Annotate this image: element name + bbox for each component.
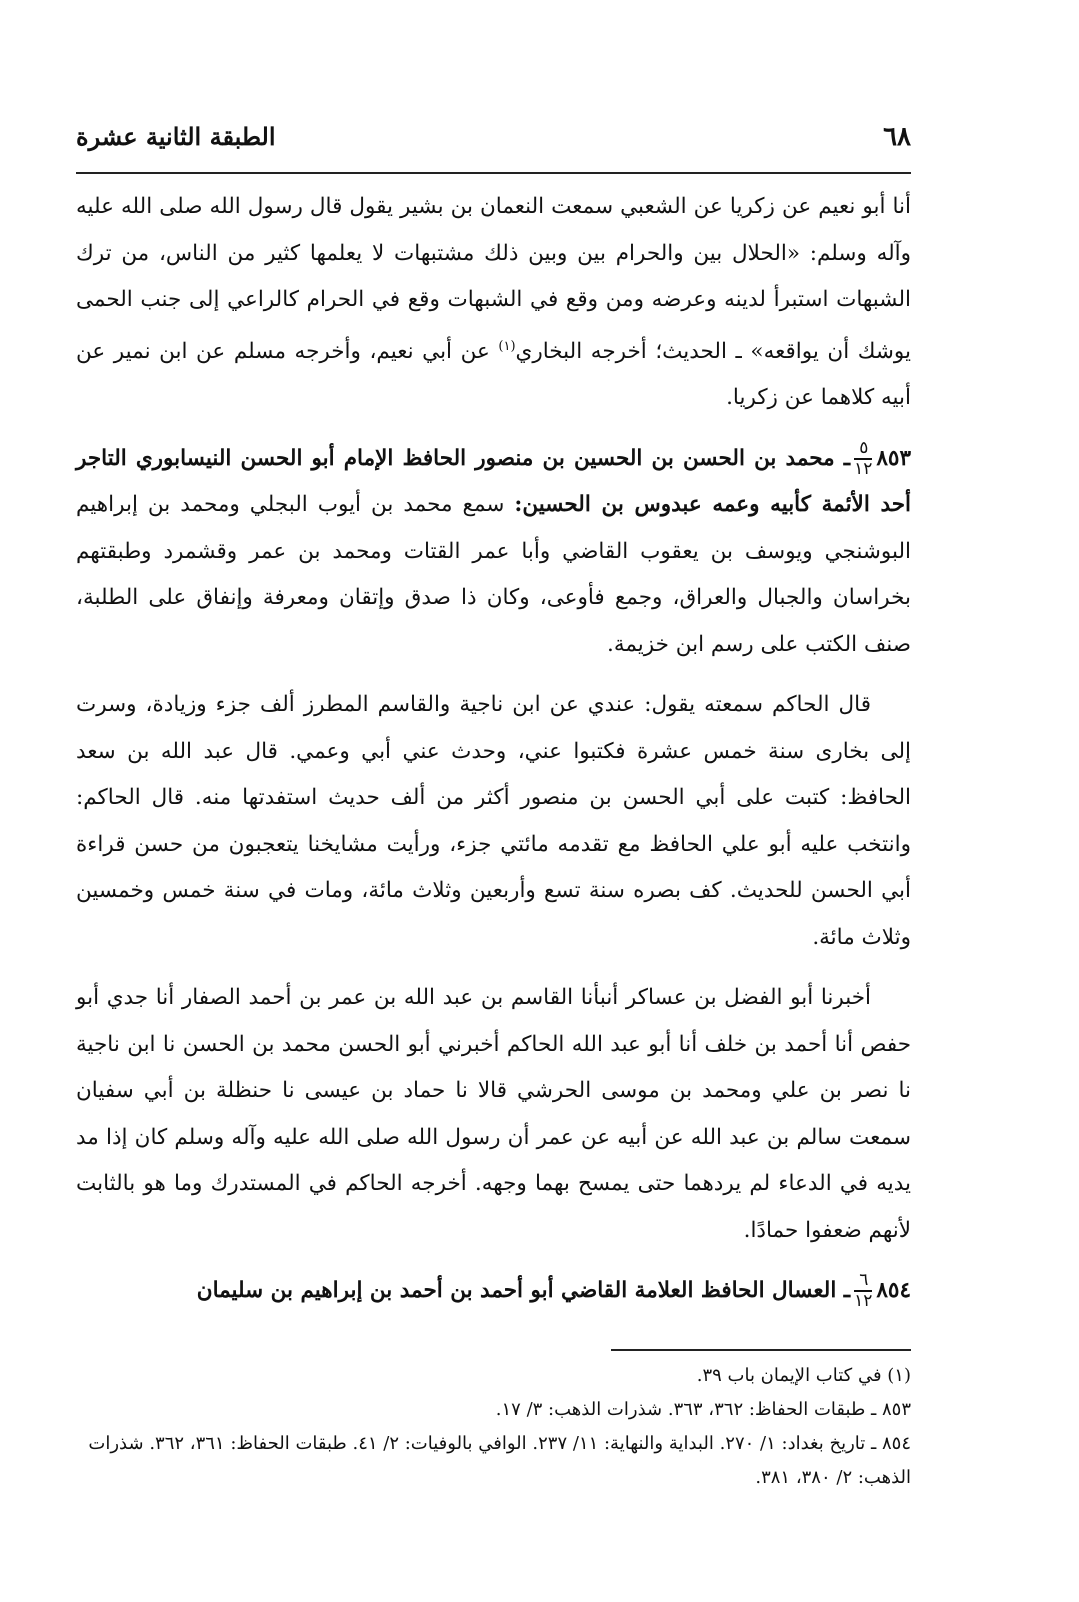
footnote-853: ٨٥٣ ـ طبقات الحفاظ: ٣٦٢، ٣٦٣. شذرات الذهب: ٣/ ١٧. (495, 1398, 911, 1420)
entry-853 (76, 436, 911, 669)
paragraph-hakim: قال الحاكم سمعته يقول: عندي عن ابن ناجية والقاسم المطرز ألف جزء وزيادة، وسرت إلى بخارى سنة خمس عشرة فكتبوا عني، وحدث عني أبي وعمي. قال عبد الله بن سعد الحافظ: كتبت على أبي الحسن بن منصور أكثر من ألف حديث استفدتها منه. قال الحاكم: وانتخب عليه أبو علي الحافظ مع تقدمه مائتي جزء، ورأيت مشايخنا يتعجبون من حسن قراءة أبي الحسن للحديث. كف بصره سنة تسع وأربعين وثلاث مائة، ومات في سنة خمس وخمسين وثلاث مائة. (76, 692, 911, 950)
footnote-marker: (١) (498, 338, 516, 354)
paragraph-hadith-2: أخبرنا أبو الفضل بن عساكر أنبأنا القاسم بن عبد الله بن عمر بن أحمد الصفار أنا جدي أبو حفص أنا أحمد بن خلف أنا أبو عبد الله الحاكم أخبرني أبو الحسن محمد بن الحسن نا ابن ناجية نا نصر بن علي ومحمد بن موسى الحرشي قالا نا حماد بن عيسى نا حنظلة بن أبي سفيان سمعت سالم بن عبد الله عن أبيه عن عمر أن رسول الله صلى الله عليه وآله وسلم كان إذا مد يديه في الدعاء لم يردهما حتى يمسح بهما وجهه. أخرجه الحاكم في المستدرك وما هو بالثابت لأنهم ضعفوا حمادًا. (76, 985, 911, 1243)
entry-number: ٨٥٤ (876, 1278, 911, 1304)
footnote-854: ٨٥٤ ـ تاريخ بغداد: ١/ ٢٧٠. البداية والنهاية: ١١/ ٢٣٧. الوافي بالوفيات: ٢/ ٤١. طبقات الحفاظ: ٣٦١، ٣٦٢. شذرات الذهب: ٢/ ٣٨٠، ٣٨١. (88, 1432, 911, 1488)
fraction-numerator: ٥ (854, 440, 872, 460)
entry-854 (76, 1268, 911, 1315)
entry-body: سمع محمد بن أيوب البجلي ومحمد بن إبراهيم البوشنجي ويوسف بن يعقوب القاضي وأبا عمر القتات ومحمد بن عمر وقشمرد وطبقتهم بخراسان والجبال والعراق، وجمع فأوعى، وكان ذا صدق وإتقان ومعرفة وإنفاق على الطلبة، صنف الكتب على رسم ابن خزيمة. (76, 492, 911, 657)
paragraph-hadith-1 (76, 184, 911, 422)
paragraph-text-tail: عن أبي نعيم، وأخرجه مسلم عن ابن نمير عن أبيه كلاهما عن زكريا. (76, 338, 911, 411)
footnote-rule (611, 1349, 911, 1351)
entry-heading: ـ محمد بن الحسن بن الحسين بن منصور الحافظ الإمام أبو الحسن النيسابوري التاجر أحد الأئمة كأبيه وعمه عبدوس بن الحسين: (76, 445, 912, 518)
fraction-numerator: ٦ (854, 1272, 872, 1292)
paragraph-text: أنا أبو نعيم عن زكريا عن الشعبي سمعت النعمان بن بشير يقول قال رسول الله صلى الله عليه وآله وسلم: «الحلال بين والحرام بين وبين ذلك مشتبهات لا يعلمها كثير من الناس، من ترك الشبهات استبرأ لدينه وعرضه ومن وقع في الشبهات وقع في الحرام كالراعي إلى جنب الحمى يوشك أن يواقعه» ـ الحديث؛ أخرجه البخاري (76, 194, 911, 364)
entry-fraction (854, 437, 873, 479)
entry-fraction (854, 1272, 872, 1310)
footnotes (76, 1359, 911, 1495)
fraction-denominator: ١٢ (854, 1291, 873, 1312)
entry-heading: ـ العسال الحافظ العلامة القاضي أبو أحمد بن أحمد بن إبراهيم بن سليمان (196, 1278, 851, 1304)
running-title: الطبقة الثانية عشرة (76, 122, 276, 151)
header-rule (76, 172, 911, 174)
page-header (76, 118, 911, 158)
fraction-denominator: ١٢ (854, 458, 873, 479)
entry-number: ٨٥٣ (876, 445, 911, 471)
footnote-1: (١) في كتاب الإيمان باب ٣٩. (696, 1364, 911, 1386)
page-number: ٦٨ (883, 122, 911, 152)
